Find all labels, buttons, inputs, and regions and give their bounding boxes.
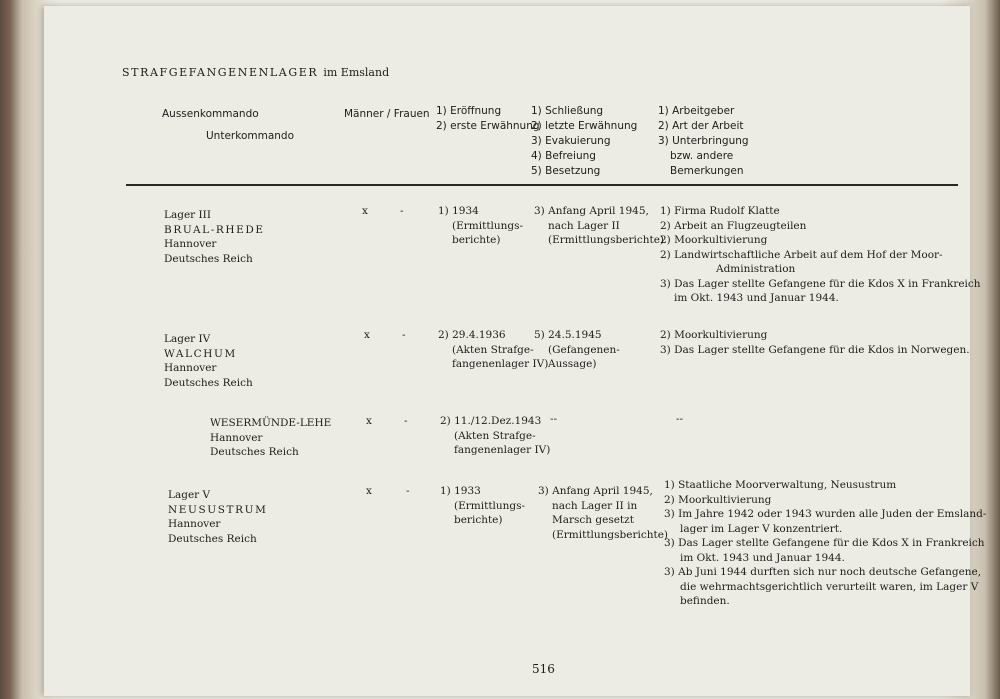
header-unterkommando: Unterkommando [206, 130, 294, 142]
women-mark: - [400, 205, 404, 217]
page-number: 516 [532, 662, 555, 676]
cell-line: 3) Ab Juni 1944 durften sich nur noch deutsche Gefangene, [664, 566, 982, 578]
row-lager-v-name [168, 488, 267, 546]
cell-line: Marsch gesetzt [552, 514, 634, 526]
row-lager-iv-col4 [534, 328, 620, 372]
header-line: 1) Eröffnung [436, 105, 502, 117]
cell-line: (Akten Strafge- [454, 429, 536, 442]
lager-region: Hannover [164, 238, 217, 250]
lager-label: Lager III [164, 209, 211, 221]
header-rule [126, 184, 958, 186]
cell-line: berichte) [452, 234, 501, 246]
header-line: 1) Arbeitgeber [658, 105, 735, 117]
cell-line: (Gefangenen- [548, 343, 620, 356]
title-sub: im Emsland [323, 66, 390, 79]
cell-line: (Ermittlungsberichte) [552, 528, 669, 541]
row-lager-v-col3 [440, 484, 525, 528]
header-line: 5) Besetzung [531, 165, 601, 177]
cell-line: 2) Moorkultivierung [660, 329, 768, 341]
row-wesermuende-col5 [676, 412, 683, 427]
row-lager-iii-col3 [438, 204, 523, 248]
row-lager-iii-name [164, 208, 265, 266]
cell-line: lager im Lager V konzentriert. [680, 522, 843, 535]
header-line: 3) Evakuierung [531, 135, 611, 147]
header-line: 1) Schließung [531, 105, 604, 117]
lager-country: Deutsches Reich [164, 252, 253, 265]
row-lager-iii-col5 [660, 204, 981, 306]
cell-line: 3) Das Lager stellte Gefangene für die Kdos X in Frankreich [660, 277, 981, 290]
cell-line: 3) Das Lager stellte Gefangene für die Kdos in Norwegen. [660, 343, 970, 356]
cell-line: die wehrmachtsgerichtlich verurteilt waren, im Lager V [680, 580, 979, 593]
header-col-eroeffnung [436, 104, 540, 134]
header-line: 2) Art der Arbeit [658, 120, 744, 132]
row-lager-iii-col4 [534, 204, 664, 248]
lager-label: Lager IV [164, 333, 211, 345]
header-maenner-frauen: Männer / Frauen [344, 108, 430, 120]
cell-line: fangenenlager IV) [454, 444, 551, 456]
cell-line: Administration [716, 263, 796, 275]
header-line: Bemerkungen [670, 165, 744, 177]
cell-line: 3) Anfang April 1945, [534, 205, 649, 217]
women-mark: - [404, 415, 408, 427]
cell-line: befinden. [680, 595, 730, 607]
men-mark: x [366, 485, 372, 497]
women-mark: - [402, 329, 406, 341]
cell-line: (Ermittlungsberichte) [548, 234, 665, 246]
cell-line: 2) Moorkultivierung [664, 493, 772, 506]
men-mark: x [362, 205, 368, 217]
lager-place: WESERMÜNDE-LEHE [210, 417, 332, 429]
cell-line: (Ermittlungs- [454, 499, 526, 512]
lager-region: Hannover [168, 518, 221, 530]
row-lager-iv-col3 [438, 328, 548, 372]
cell-line: 2) Landwirtschaftliche Arbeit auf dem Hof der Moor- [660, 248, 943, 261]
lager-country: Deutsches Reich [210, 446, 299, 458]
lager-country: Deutsches Reich [168, 532, 257, 545]
header-col-schliessung [531, 104, 637, 179]
cell-line: 1) Firma Rudolf Klatte [660, 205, 780, 217]
lager-place: WALCHUM [164, 347, 237, 360]
cell-line: 1) 1933 [440, 485, 481, 497]
header-line: 2) letzte Erwähnung [531, 120, 638, 132]
lager-place: BRUAL-RHEDE [164, 223, 265, 236]
row-wesermuende-col4 [550, 412, 557, 427]
cell-line: -- [550, 413, 558, 425]
cell-line: 1) Staatliche Moorverwaltung, Neusustrum [664, 479, 897, 491]
lager-country: Deutsches Reich [164, 376, 253, 389]
cell-line: 5) 24.5.1945 [534, 329, 602, 341]
page-title [122, 66, 389, 79]
cell-line: (Akten Strafge- [452, 343, 534, 356]
lager-region: Hannover [164, 362, 217, 374]
cell-line: 2) 11./12.Dez.1943 [440, 415, 542, 427]
lager-region: Hannover [210, 431, 263, 444]
header-col-arbeitgeber [658, 104, 749, 179]
cell-line: berichte) [454, 514, 503, 526]
men-mark: x [366, 415, 372, 427]
row-lager-v-col5 [664, 478, 986, 609]
document-page [44, 6, 987, 696]
men-mark: x [364, 329, 370, 341]
cell-line: 3) Das Lager stellte Gefangene für die Kdos X in Frankreich [664, 537, 985, 549]
row-lager-iv-col5 [660, 328, 970, 357]
cell-line: (Ermittlungs- [452, 219, 524, 232]
title-main: STRAFGEFANGENENLAGER [122, 66, 319, 79]
cell-line: Aussage) [548, 358, 597, 370]
header-line: 2) erste Erwähnung [436, 120, 540, 132]
women-mark: - [406, 485, 410, 497]
cell-line: fangenenlager IV) [452, 358, 549, 370]
row-wesermuende-name [210, 416, 331, 460]
cell-line: 3) Anfang April 1945, [538, 485, 653, 497]
cell-line: nach Lager II [548, 219, 620, 232]
row-lager-iv-name [164, 332, 253, 390]
cell-line: 2) 29.4.1936 [438, 329, 506, 341]
header-line: 3) Unterbringung [658, 135, 749, 147]
cell-line: 3) Im Jahre 1942 oder 1943 wurden alle Juden der Emsland- [664, 508, 987, 520]
cell-line: -- [676, 413, 684, 425]
header-line: 4) Befreiung [531, 150, 596, 162]
row-lager-v-col4 [538, 484, 668, 542]
header-aussenkommando: Aussenkommando [162, 108, 259, 120]
cell-line: nach Lager II in [552, 499, 638, 512]
cell-line: 1) 1934 [438, 205, 479, 217]
lager-label: Lager V [168, 489, 211, 501]
row-wesermuende-col3 [440, 414, 550, 458]
cell-line: im Okt. 1943 und Januar 1944. [680, 551, 845, 564]
lager-place: NEUSUSTRUM [168, 503, 268, 516]
cell-line: im Okt. 1943 und Januar 1944. [674, 292, 839, 304]
cell-line: 2) Arbeit an Flugzeugteilen [660, 219, 807, 232]
cell-line: 2) Moorkultivierung [660, 234, 768, 246]
header-line: bzw. andere [670, 150, 734, 162]
